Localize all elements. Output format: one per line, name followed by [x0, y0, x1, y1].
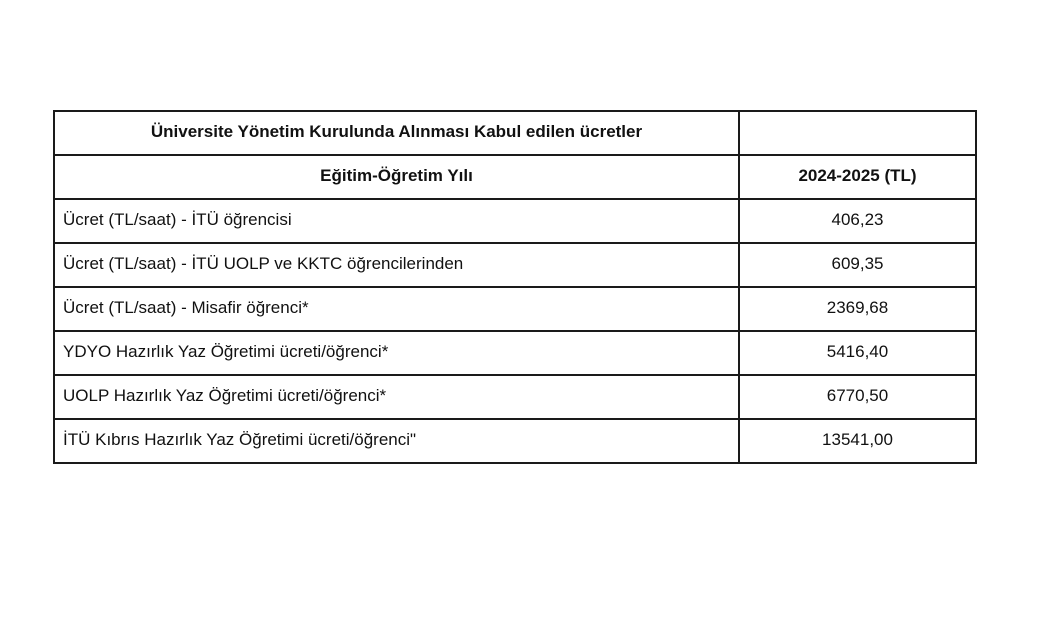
- row-value: 406,23: [739, 199, 976, 243]
- table-row: [54, 243, 976, 287]
- header-row: [54, 155, 976, 199]
- row-label: İTÜ Kıbrıs Hazırlık Yaz Öğretimi ücreti/öğrenci": [54, 419, 739, 463]
- row-value: 13541,00: [739, 419, 976, 463]
- row-value: 6770,50: [739, 375, 976, 419]
- row-label: YDYO Hazırlık Yaz Öğretimi ücreti/öğrenci*: [54, 331, 739, 375]
- table-title: Üniversite Yönetim Kurulunda Alınması Kabul edilen ücretler: [54, 111, 739, 155]
- table-title-value: [739, 111, 976, 155]
- table-row: [54, 419, 976, 463]
- table-row: [54, 331, 976, 375]
- table-row: [54, 199, 976, 243]
- row-value: 5416,40: [739, 331, 976, 375]
- title-row: [54, 111, 976, 155]
- header-value: 2024-2025 (TL): [739, 155, 976, 199]
- row-value: 2369,68: [739, 287, 976, 331]
- row-label: Ücret (TL/saat) - İTÜ öğrencisi: [54, 199, 739, 243]
- row-label: UOLP Hazırlık Yaz Öğretimi ücreti/öğrenci*: [54, 375, 739, 419]
- header-label: Eğitim-Öğretim Yılı: [54, 155, 739, 199]
- fee-table: [53, 110, 977, 464]
- row-label: Ücret (TL/saat) - İTÜ UOLP ve KKTC öğrencilerinden: [54, 243, 739, 287]
- row-label: Ücret (TL/saat) - Misafir öğrenci*: [54, 287, 739, 331]
- row-value: 609,35: [739, 243, 976, 287]
- table-row: [54, 375, 976, 419]
- table-row: [54, 287, 976, 331]
